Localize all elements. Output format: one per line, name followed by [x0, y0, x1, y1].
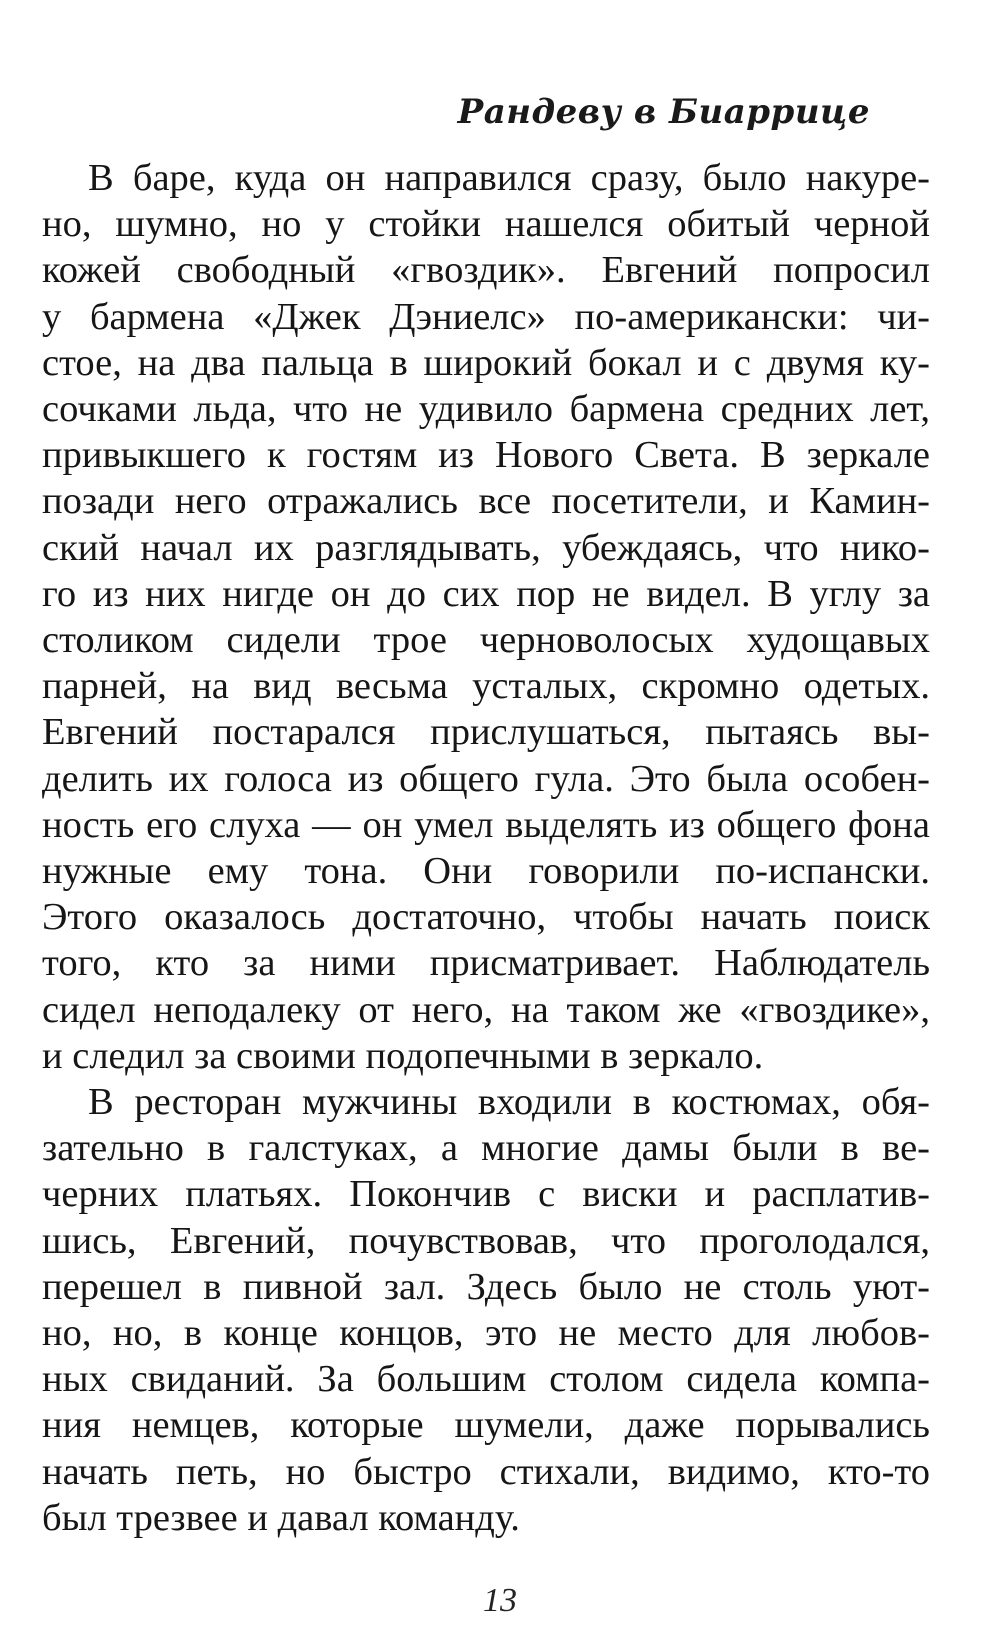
text-line: того, кто за ними присматривает. Наблюдатель — [42, 942, 930, 985]
text-line: В ресторан мужчины входили в костюмах, обя- — [88, 1081, 930, 1124]
text-line: начать петь, но быстро стихали, видимо, кто-то — [42, 1450, 930, 1493]
text-line: и следил за своими подопечными в зеркало. — [42, 1034, 764, 1077]
text-line: кожей свободный «гвоздик». Евгений попросил — [42, 249, 930, 292]
text-line: стое, на два пальца в широкий бокал и с двумя ку- — [42, 341, 930, 384]
text-line: Этого оказалось достаточно, чтобы начать поиск — [42, 896, 930, 939]
text-line: ных свиданий. За большим столом сидела компа- — [42, 1358, 930, 1401]
text-line: но, но, в конце концов, это не место для любов- — [42, 1312, 930, 1355]
running-head: Рандеву в Биаррице — [457, 92, 870, 132]
text-line: шись, Евгений, почувствовав, что проголодался, — [42, 1219, 930, 1262]
text-line: ский начал их разглядывать, убеждаясь, что нико- — [42, 526, 930, 569]
text-line: черних платьях. Покончив с виски и расплатив- — [42, 1173, 930, 1216]
paragraph-2 — [42, 1079, 930, 1541]
text-line: парней, на вид весьма усталых, скромно одетых. — [42, 665, 930, 708]
text-line: позади него отражались все посетители, и Камин- — [42, 480, 930, 523]
text-line: делить их голоса из общего гула. Это была особен- — [42, 757, 930, 800]
text-line: столиком сидели трое черноволосых худощавых — [42, 619, 930, 662]
text-line: нужные ему тона. Они говорили по-испански. — [42, 850, 930, 893]
text-line: го из них нигде он до сих пор не видел. В углу за — [42, 572, 930, 615]
text-line: у бармена «Джек Дэниелс» по-американски: чи- — [42, 295, 930, 338]
text-line: но, шумно, но у стойки нашелся обитый черной — [42, 203, 930, 246]
text-line: В баре, куда он направился сразу, было накуре- — [88, 157, 930, 199]
paragraph-1 — [42, 155, 930, 1079]
text-line: зательно в галстуках, а многие дамы были в ве- — [42, 1127, 930, 1170]
text-line: ность его слуха — он умел выделять из общего фона — [42, 803, 930, 846]
text-line: сидел неподалеку от него, на таком же «гвоздике», — [42, 988, 930, 1031]
page-number: 13 — [483, 1582, 517, 1619]
body-text — [42, 155, 930, 1541]
text-line: ния немцев, которые шумели, даже порывались — [42, 1404, 930, 1447]
text-line: привыкшего к гостям из Нового Света. В зеркале — [42, 434, 930, 477]
text-line: Евгений постарался прислушаться, пытаясь вы- — [42, 711, 930, 754]
text-line: был трезвее и давал команду. — [42, 1496, 520, 1539]
text-line: сочками льда, что не удивило бармена средних лет, — [42, 388, 930, 431]
text-line: перешел в пивной зал. Здесь было не столь уют- — [42, 1265, 930, 1308]
